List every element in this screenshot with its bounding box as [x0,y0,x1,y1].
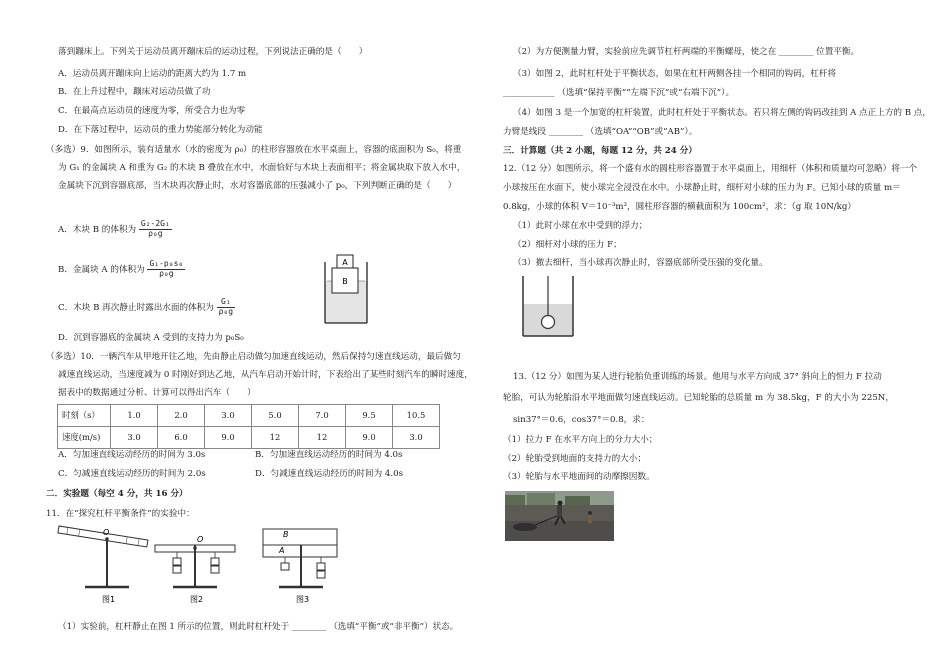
container-figure [315,248,377,326]
svg-text:O: O [103,528,110,537]
q10-option-b: B．匀加速直线运动经历的时间为 4.0s [255,450,403,460]
q11-part-4-line-1: （4）如图 3 是一个加宽的杠杆装置，此时杠杆处于平衡状态。若只将左侧的钩码改挂到 A 点正上方的 B 点， [513,108,931,118]
table-row [58,405,440,427]
svg-text:B: B [283,530,289,539]
speed-label: 速度(m/s) [58,427,111,449]
time-cell: 3.0 [205,405,252,427]
speed-cell: 9.0 [346,427,393,449]
time-cell: 5.0 [252,405,299,427]
speed-cell: 3.0 [393,427,440,449]
q9-b-fraction: $\frac{\text{G₁-p₀s₀}}{\text{ρ₀g}}$ [149,259,184,278]
q8-option-c: C．在最高点运动员的速度为零，所受合力也为零 [58,106,246,116]
q8-option-b: B．在上升过程中，蹦床对运动员做了功 [58,87,211,97]
fig3-caption: 图3 [296,595,310,604]
svg-text:A: A [279,546,285,555]
lever-figure-1 [58,526,148,604]
q11-part-4-line-2: 力臂是线段 ________ （选填“OA”“OB”或“AB”）。 [503,127,698,137]
lever-figure-2 [155,535,235,604]
section-2-heading: 二．实验题（每空 4 分，共 16 分） [46,489,188,499]
q12-part-1: （1）此时小球在水中受到的浮力； [513,221,648,231]
time-cell: 9.5 [346,405,393,427]
lever-figure-3 [263,529,337,604]
q10-stem-2: 减速直线运动，当速度减为 0 时刚好到达乙地，从汽车启动开始计时，下表给出了某些时刻汽车的瞬时速度， [58,370,473,380]
q12-stem-3: 0.8kg，小球的体积 V＝10⁻³m³，圆柱形容器的横截面积为 100cm²，求：（g 取 10N/kg） [503,202,856,212]
q8-stem: 落到蹦床上。下列关于运动员离开蹦床后的运动过程，下列说法正确的是（ ） [58,47,368,57]
q9-option-a: A．木块 B 的体积为 $\frac{\text{G₂-2G₁}}{\text{ρ₀g}}$ [58,219,170,238]
q10-option-a: A．匀加速直线运动经历的时间为 3.0s [58,450,206,460]
q9-stem-3: 金属块下沉到容器底部，当木块再次静止时，水对容器底部的压强减小了 p₀，下列判断正确的是（ ） [58,181,457,191]
speed-cell: 12 [299,427,346,449]
q11-part-1: （1）实验前，杠杆静止在图 1 所示的位置，则此时杠杆处于 ________ （选填“平衡”或“非平衡”）状态。 [58,622,459,632]
time-cell: 10.5 [393,405,440,427]
time-cell: 7.0 [299,405,346,427]
time-cell: 2.0 [158,405,205,427]
section-3-heading: 三．计算题（共 2 小题，每题 12 分，共 24 分） [503,146,697,156]
q10-option-d: D．匀减速直线运动经历的时间为 4.0s [255,469,404,479]
q10-stem-3: 据表中的数据通过分析、计算可以得出汽车（ ） [58,388,256,398]
q9-option-d: D．沉到容器底的金属块 A 受到的支持力为 p₀S₀ [58,333,244,343]
q9-a-fraction: $\frac{\text{G₂-2G₁}}{\text{ρ₀g}}$ [140,219,170,238]
q12-part-2: （2）细杆对小球的压力 F； [513,240,622,250]
speed-cell: 6.0 [158,427,205,449]
q9-c-fraction: $\frac{\text{G₁}}{\text{ρ₀g}}$ [218,297,234,316]
fig2-caption: 图2 [190,595,204,604]
q12-stem-1: 12.（12 分）如图所示，将一个盛有水的圆柱形容器置于水平桌面上，用细杆（体积和质量均可忽略）将一个 [503,164,918,174]
q11-part-2: （2）为方便测量力臂，实验前应先调节杠杆两端的平衡螺母，使之在 ________ 位置平衡。 [513,47,860,57]
q9-stem-1: （多选）9．如图所示，装有适量水（水的密度为 ρ₀）的柱形容器放在水平桌面上，容器的底面积为 S₀，将重 [46,145,462,155]
fig1-caption: 图1 [102,595,116,604]
time-label: 时刻（s） [58,405,111,427]
q13-part-3: （3）轮胎与水平地面间的动摩擦因数。 [503,472,655,482]
q12-stem-2: 小球按压在水面下，使小球完全浸没在水中。小球静止时，细杆对小球的压力为 F。已知小球的质量 m＝ [503,183,901,193]
ball-container-figure [517,276,579,340]
q13-part-1: （1）拉力 F 在水平方向上的分力大小； [503,435,658,445]
q11-part-3-line-1: （3）如图 2，此时杠杆处于平衡状态，如果在杠杆两侧各挂一个相同的钩码，杠杆将 [513,69,837,79]
q11-part-3-line-2: ____________ （选填“保持平衡”“左端下沉”或“右端下沉”）。 [503,88,735,98]
q10-stem-1: （多选）10．一辆汽车从甲地开往乙地，先由静止启动做匀加速直线运动，然后保持匀速直线运动，最后做匀 [46,352,461,362]
q13-stem-3: sin37°＝0.6，cos37°＝0.8，求： [513,415,650,425]
lever-figures [55,525,355,605]
q13-part-2: （2）轮胎受到地面的支持力的大小； [503,454,646,464]
q8-option-a: A．运动员离开蹦床向上运动的距离大约为 1.7 m [58,69,247,79]
speed-cell: 3.0 [111,427,158,449]
block-b-label: B [342,277,348,286]
tire-training-photo [505,491,614,541]
q9-option-b: B．金属块 A 的体积为 $\frac{\text{G₁-p₀s₀}}{\text{ρ₀g}}$ [58,259,184,278]
block-a-label: A [342,258,348,267]
speed-cell: 9.0 [205,427,252,449]
time-cell: 1.0 [111,405,158,427]
speed-cell: 12 [252,427,299,449]
svg-text:O: O [197,535,204,544]
q13-stem-2: 轮胎，可认为轮胎沿水平地面做匀速直线运动。已知轮胎的总质量 m 为 38.5kg，F 的大小为 225N， [503,393,894,403]
q10-option-c: C．匀减速直线运动经历的时间为 2.0s [58,469,206,479]
q8-option-d: D．在下落过程中，运动员的重力势能部分转化为动能 [58,125,263,135]
table-row [58,427,440,449]
q9-stem-2: 为 G₁ 的金属块 A 和重为 G₂ 的木块 B 叠放在水中，水面恰好与木块上表面相平；将金属块取下放入水中， [58,163,466,173]
q11-stem: 11．在“探究杠杆平衡条件”的实验中： [46,509,195,519]
q12-part-3: （3）撤去细杆，当小球再次静止时，容器底部所受压强的变化量。 [513,258,768,268]
q9-option-c: C．木块 B 再次静止时露出水面的体积为 $\frac{\text{G₁}}{\text{ρ₀g}}$ [58,297,234,316]
ball [542,316,555,329]
q10-data-table [57,404,440,449]
q13-stem-1: 13.（12 分）如图为某人进行轮胎负重训练的场景。他用与水平方向成 37° 斜向上的恒力 F 拉动 [513,372,882,382]
